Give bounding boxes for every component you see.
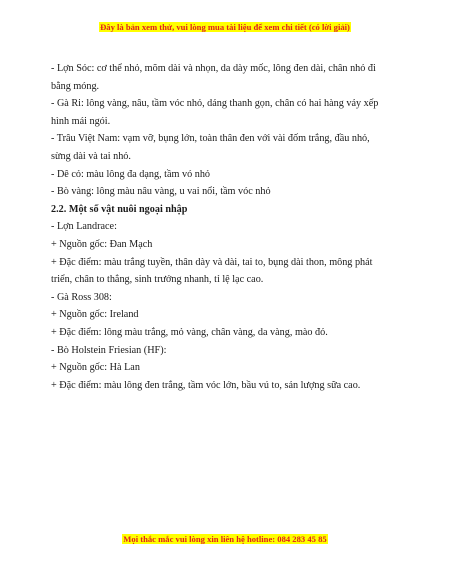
paragraph-line: + Đặc điểm: màu trắng tuyền, thân dày và dài, tai to, bụng dài thon, mông phát: [51, 256, 373, 268]
section-heading: 2.2. Một số vật nuôi ngoại nhập: [51, 203, 188, 215]
hotline-notice-banner: [0, 534, 450, 545]
paragraph-line: + Nguồn gốc: Đan Mạch: [51, 238, 153, 250]
paragraph-line: - Bò vàng: lông màu nâu vàng, u vai nổi, tầm vóc nhỏ: [51, 186, 271, 198]
paragraph-line: hình mái ngói.: [51, 115, 111, 127]
paragraph-line: - Gà Ross 308:: [51, 291, 112, 303]
paragraph-line: - Lợn Landrace:: [51, 221, 117, 233]
paragraph-line: - Lợn Sóc: cơ thể nhỏ, mõm dài và nhọn, da dày mốc, lông đen dài, chân nhỏ đi: [51, 63, 376, 74]
paragraph-line: - Dê cỏ: màu lông đa dạng, tầm vó nhỏ: [51, 168, 211, 180]
hotline-notice-text: Mọi thắc mắc vui lòng xin liên hệ hotline: 084 283 45 85: [123, 534, 327, 544]
paragraph-line: sừng dài và tai nhỏ.: [51, 150, 131, 162]
paragraph-line: bằng móng.: [51, 80, 100, 92]
paragraph-line: + Đặc điểm: lông màu trắng, mỏ vàng, chân vàng, da vàng, mào đỏ.: [51, 326, 328, 338]
paragraph-line: - Gà Ri: lông vàng, nâu, tầm vóc nhỏ, dáng thanh gọn, chân có hai hàng vảy xếp: [51, 98, 379, 110]
paragraph-line: - Trâu Việt Nam: vạm vỡ, bụng lớn, toàn thân đen với vài đốm trắng, đầu nhỏ,: [51, 133, 370, 145]
document-body: [51, 60, 411, 394]
paragraph-line: + Nguồn gốc: Ireland: [51, 309, 139, 321]
paragraph-line: triển, chân to thẳng, sinh trưởng nhanh, tỉ lệ lạc cao.: [51, 274, 264, 286]
preview-notice-banner: [0, 22, 450, 33]
paragraph-line: - Bò Holstein Friesian (HF):: [51, 344, 167, 356]
paragraph-line: + Đặc điểm: màu lông đen trắng, tầm vóc lớn, bầu vú to, sản lượng sữa cao.: [51, 379, 361, 391]
preview-notice-text: Đây là bản xem thử, vui lòng mua tài liệu để xem chi tiết (có lời giải): [100, 22, 350, 32]
paragraph-line: + Nguồn gốc: Hà Lan: [51, 362, 140, 374]
